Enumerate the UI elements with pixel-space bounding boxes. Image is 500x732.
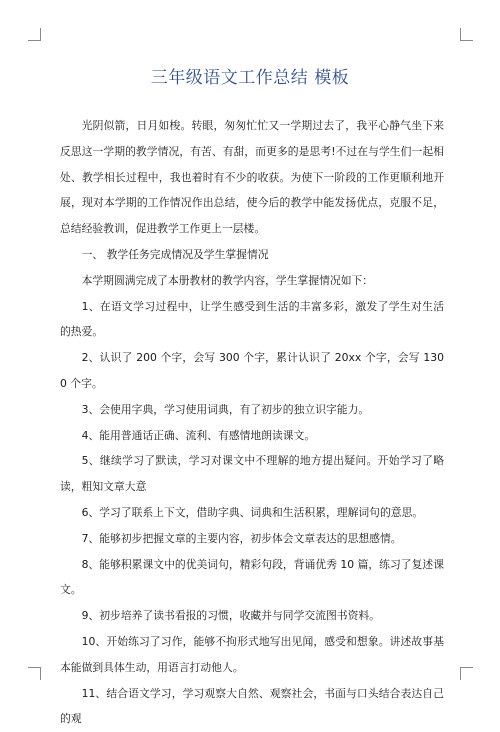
- list-item-11: 11、结合语文学习，学习观察大自然、观察社会，书面与口头结合表达自己的观: [60, 686, 444, 726]
- crop-mark-top-left: [28, 28, 41, 41]
- document-title: 三年级语文工作总结 模板: [150, 68, 350, 88]
- crop-mark-bottom-left: [28, 667, 41, 680]
- section-heading-1: 一、 教学任务完成情况及学生掌握情况: [81, 247, 269, 261]
- list-item-5: 5、继续学习了默读，学习对课文中不理解的地方提出疑问。开始学习了略读，粗知文章大意: [60, 454, 444, 494]
- list-item-6: 6、学习了联系上下文，借助字典、词典和生活积累，理解词句的意思。: [81, 505, 424, 519]
- list-item-4: 4、能用普通话正确、流利、有感情地朗读课文。: [81, 428, 316, 442]
- paragraph-summary: 本学期圆满完成了本册教材的教学内容，学生掌握情况如下：: [81, 273, 374, 287]
- list-item-9: 9、初步培养了读书看报的习惯，收藏并与同学交流图书资料。: [81, 609, 380, 623]
- paragraph-intro: 光阴似箭，日月如梭。转眼，匆匆忙忙又一学期过去了，我平心静气坐下来反思这一学期的教学情况，有苦、有甜，而更多的是思考!不过在与学生们一起相处、教学相长过程中，我也着时有不少的收获。为使下一阶段的工作更顺利地开展，现对本学期的工作情况作出总结，使今后的教学中能发扬优点，克服不足，总结经验教训，促进教学工作更上一层楼。: [60, 119, 444, 236]
- crop-mark-bottom-right: [460, 667, 473, 680]
- list-item-8: 8、能够积累课文中的优美词句，精彩句段，背诵优秀 10 篇，练习了复述课文。: [60, 557, 444, 597]
- list-item-3: 3、会使用字典，学习使用词典，有了初步的独立识字能力。: [81, 402, 370, 416]
- document-body: [60, 113, 444, 732]
- list-item-10: 10、开始练习了习作，能够不拘形式地写出见闻，感受和想象。讲述故事基本能做到具体生动，用语言打动他人。: [60, 634, 444, 674]
- list-item-2: 2、认识了 200 个字，会写 300 个字，累计认识了 20xx 个字，会写 1300 个字。: [60, 351, 444, 390]
- list-item-7: 7、能够初步把握文章的主要内容，初步体会文章表达的思想感情。: [81, 531, 402, 545]
- list-item-1: 1、在语文学习过程中，让学生感受到生活的丰富多彩，激发了学生对生活的热爱。: [60, 299, 444, 339]
- crop-mark-top-right: [460, 28, 473, 41]
